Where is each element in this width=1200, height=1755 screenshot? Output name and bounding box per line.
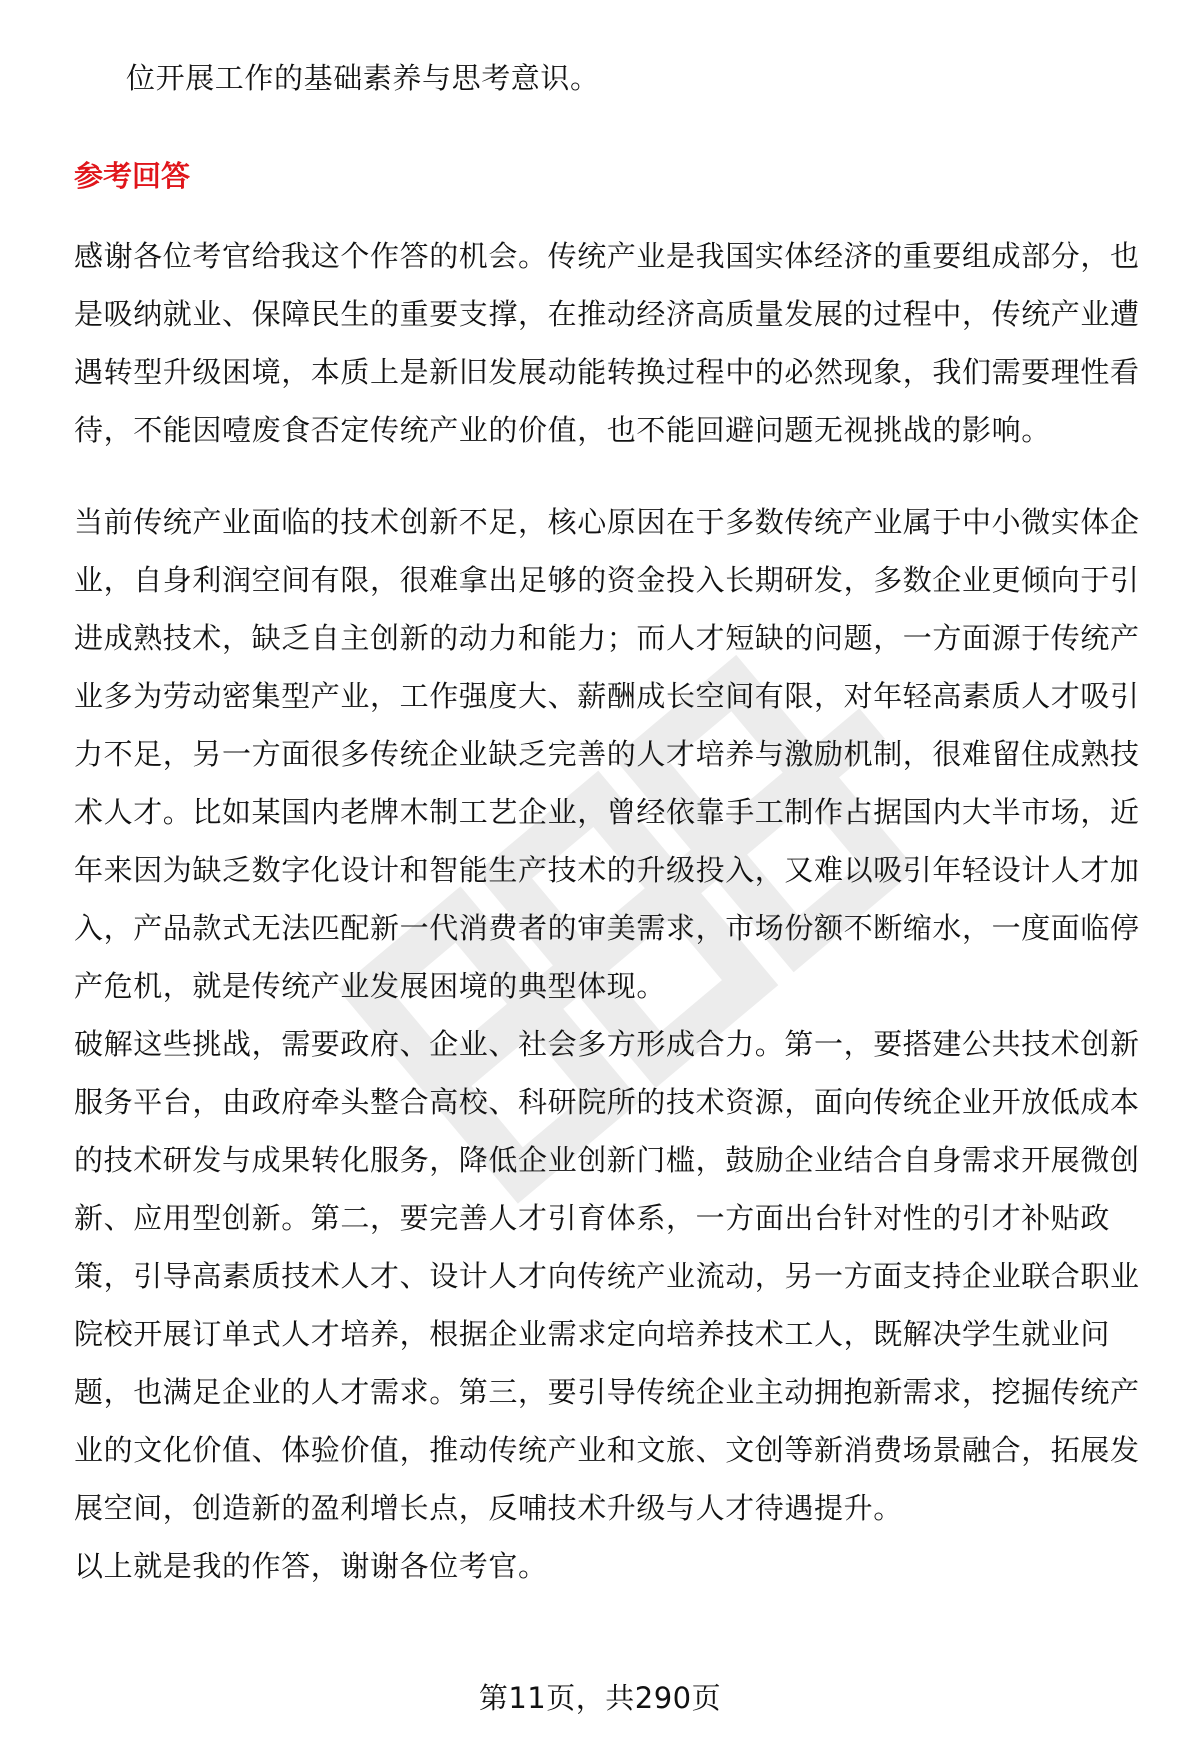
text-line: 力不足，另一方面很多传统企业缺乏完善的人才培养与激励机制，很难留住成熟技 xyxy=(74,737,1140,771)
text-line: 以上就是我的作答，谢谢各位考官。 xyxy=(74,1549,548,1583)
text-line: 业多为劳动密集型产业，工作强度大、薪酬成长空间有限，对年轻高素质人才吸引 xyxy=(74,679,1140,713)
text-line: 的技术研发与成果转化服务，降低企业创新门槛，鼓励企业结合自身需求开展微创 xyxy=(74,1143,1140,1177)
text-line: 新、应用型创新。第二，要完善人才引育体系，一方面出台针对性的引才补贴政 xyxy=(74,1201,1111,1235)
section-heading: 参考回答 xyxy=(74,159,191,193)
page-number: 第11页，共290页 xyxy=(478,1681,722,1715)
text-line: 遇转型升级困境，本质上是新旧发展动能转换过程中的必然现象，我们需要理性看 xyxy=(74,355,1140,389)
text-line: 破解这些挑战，需要政府、企业、社会多方形成合力。第一，要搭建公共技术创新 xyxy=(74,1027,1140,1061)
text-line: 题，也满足企业的人才需求。第三，要引导传统企业主动拥抱新需求，挖掘传统产 xyxy=(74,1375,1140,1409)
continuation-line: 位开展工作的基础素养与思考意识。 xyxy=(126,61,600,95)
text-line: 业的文化价值、体验价值，推动传统产业和文旅、文创等新消费场景融合，拓展发 xyxy=(74,1433,1140,1467)
text-line: 感谢各位考官给我这个作答的机会。传统产业是我国实体经济的重要组成部分，也 xyxy=(74,239,1140,273)
text-line: 术人才。比如某国内老牌木制工艺企业，曾经依靠手工制作占据国内大半市场，近 xyxy=(74,795,1140,829)
text-line: 待，不能因噎废食否定传统产业的价值，也不能回避问题无视挑战的影响。 xyxy=(74,413,1051,447)
text-line: 策，引导高素质技术人才、设计人才向传统产业流动，另一方面支持企业联合职业 xyxy=(74,1259,1140,1293)
text-line: 进成熟技术，缺乏自主创新的动力和能力；而人才短缺的问题，一方面源于传统产 xyxy=(74,621,1140,655)
text-line: 展空间，创造新的盈利增长点，反哺技术升级与人才待遇提升。 xyxy=(74,1491,903,1525)
text-line: 产危机，就是传统产业发展困境的典型体现。 xyxy=(74,969,667,1003)
text-line: 业，自身利润空间有限，很难拿出足够的资金投入长期研发，多数企业更倾向于引 xyxy=(74,563,1140,597)
text-line: 是吸纳就业、保障民生的重要支撑，在推动经济高质量发展的过程中，传统产业遭 xyxy=(74,297,1140,331)
text-line: 院校开展订单式人才培养，根据企业需求定向培养技术工人，既解决学生就业问 xyxy=(74,1317,1111,1351)
text-line: 服务平台，由政府牵头整合高校、科研院所的技术资源，面向传统企业开放低成本 xyxy=(74,1085,1140,1119)
text-line: 年来因为缺乏数字化设计和智能生产技术的升级投入，又难以吸引年轻设计人才加 xyxy=(74,853,1140,887)
text-line: 当前传统产业面临的技术创新不足，核心原因在于多数传统产业属于中小微实体企 xyxy=(74,505,1140,539)
text-line: 入，产品款式无法匹配新一代消费者的审美需求，市场份额不断缩水，一度面临停 xyxy=(74,911,1140,945)
